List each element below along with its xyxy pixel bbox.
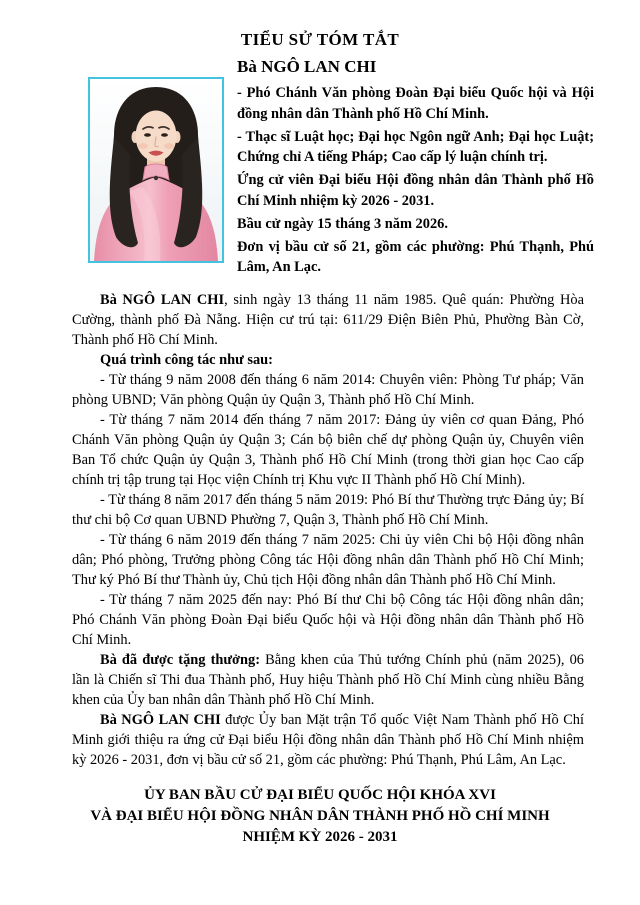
intro-text-column (237, 57, 594, 280)
blush-right (164, 143, 174, 149)
nomination-details: được Ủy ban Mặt trận Tổ quốc Việt Nam Thành phố Hồ Chí Minh giới thiệu ra ứng cử Đại biểu Hội đồng nhân dân Thành phố Hồ Chí Minh nhiệm kỳ 2026 - 2031, đơn vị bầu cử số 21, gồm các phường: Phú Thạnh, Phú Lâm, An Lạc. (72, 712, 584, 769)
candidate-name: Bà NGÔ LAN CHI (237, 57, 377, 76)
page-title: TIỂU SỬ TÓM TẮT (240, 30, 400, 49)
profile-position: - Phó Chánh Văn phòng Đoàn Đại biểu Quốc hội và Hội đồng nhân dân Thành phố Hồ Chí Minh. (237, 85, 594, 122)
awards-lead: Bà đã được tặng thưởng: (100, 652, 260, 669)
intro-section (88, 57, 594, 280)
awards-details: Bằng khen của Thủ tướng Chính phủ (năm 2025), 06 lần là Chiến sĩ Thi đua Thành phố, Huy hiệu Thành phố Hồ Chí Minh cùng nhiều Bằng khen của Ủy ban nhân dân Thành phố Hồ Chí Minh. (72, 652, 584, 709)
profile-constituency: Đơn vị bầu cử số 21, gồm các phường: Phú Thạnh, Phú Lâm, An Lạc. (237, 238, 594, 276)
eye-right (161, 133, 168, 137)
career-heading: Quá trình công tác như sau: (100, 352, 273, 369)
eye-left (144, 133, 151, 137)
career-item-2008-2014: - Từ tháng 9 năm 2008 đến tháng 6 năm 2014: Chuyên viên: Phòng Tư pháp; Văn phòng UBND; Văn phòng Quận ủy Quận 3, Thành phố Hồ Chí Minh. (72, 372, 584, 409)
nomination-name: Bà NGÔ LAN CHI (100, 712, 221, 729)
footer-line-2: VÀ ĐẠI BIỂU HỘI ĐỒNG NHÂN DÂN THÀNH PHỐ HỒ CHÍ MINH (90, 808, 550, 825)
biography-section (72, 290, 584, 770)
awards-paragraph (72, 650, 584, 710)
footer-line-1: ỦY BAN BẦU CỬ ĐẠI BIỂU QUỐC HỘI KHÓA XVI (144, 787, 496, 804)
collar-pendant (154, 176, 158, 180)
candidate-photo (88, 77, 224, 263)
blush-left (138, 143, 148, 149)
career-item-2014-2017: - Từ tháng 7 năm 2014 đến tháng 7 năm 2017: Đảng ủy viên cơ quan Đảng, Phó Chánh Văn phòng Quận ủy Quận 3; Cán bộ biên chế dự phòng Quận ủy, Chuyên viên Ban Tổ chức Quận ủy Quận 3, Thành phố Hồ Chí Minh (trong thời gian học Cao cấp chính trị tập trung tại Học viện Chính trị Khu vực II Thành phố Hồ Chí Minh). (72, 412, 584, 489)
intro-paragraph (72, 290, 584, 350)
career-item-2025-now: - Từ tháng 7 năm 2025 đến nay: Phó Bí thư Chi bộ Công tác Hội đồng nhân dân; Phó Chánh Văn phòng Đoàn Đại biểu Quốc hội và Hội đồng nhân dân Thành phố Hồ Chí Minh. (72, 592, 584, 649)
profile-education: - Thạc sĩ Luật học; Đại học Ngôn ngữ Anh; Đại học Luật; Chứng chỉ A tiếng Pháp; Cao cấp lý luận chính trị. (237, 128, 594, 166)
career-item-2019-2025: - Từ tháng 6 năm 2019 đến tháng 7 năm 2025: Chi ủy viên Chi bộ Hội đồng nhân dân; Phó phòng, Trưởng phòng Công tác Hội đồng nhân dân Thành phố Hồ Chí Minh; Thư ký Phó Bí thư Thành ủy, Chủ tịch Hội đồng nhân dân Thành phố Hồ Chí Minh. (72, 532, 584, 589)
intro-details: , sinh ngày 13 tháng 11 năm 1985. Quê quán: Phường Hòa Cường, thành phố Đà Nẵng. Hiện cư trú tại: 611/29 Điện Biên Phủ, Phường Bàn Cờ, Thành phố Hồ Chí Minh. (72, 292, 584, 349)
profile-candidacy: Ứng cử viên Đại biểu Hội đồng nhân dân Thành phố Hồ Chí Minh nhiệm kỳ 2026 - 2031. (237, 172, 594, 209)
footer-line-3: NHIỆM KỲ 2026 - 2031 (242, 829, 398, 846)
profile-election-date: Bầu cử ngày 15 tháng 3 năm 2026. (237, 215, 448, 232)
nomination-paragraph (72, 710, 584, 770)
election-committee-footer (0, 785, 640, 848)
career-item-2017-2019: - Từ tháng 8 năm 2017 đến tháng 5 năm 2019: Phó Bí thư Thường trực Đảng ủy; Bí thư chi bộ Cơ quan UBND Phường 7, Quận 3, Thành phố Hồ Chí Minh. (72, 492, 584, 529)
portrait-photo-graphic (90, 79, 222, 261)
intro-name: Bà NGÔ LAN CHI (100, 292, 225, 309)
